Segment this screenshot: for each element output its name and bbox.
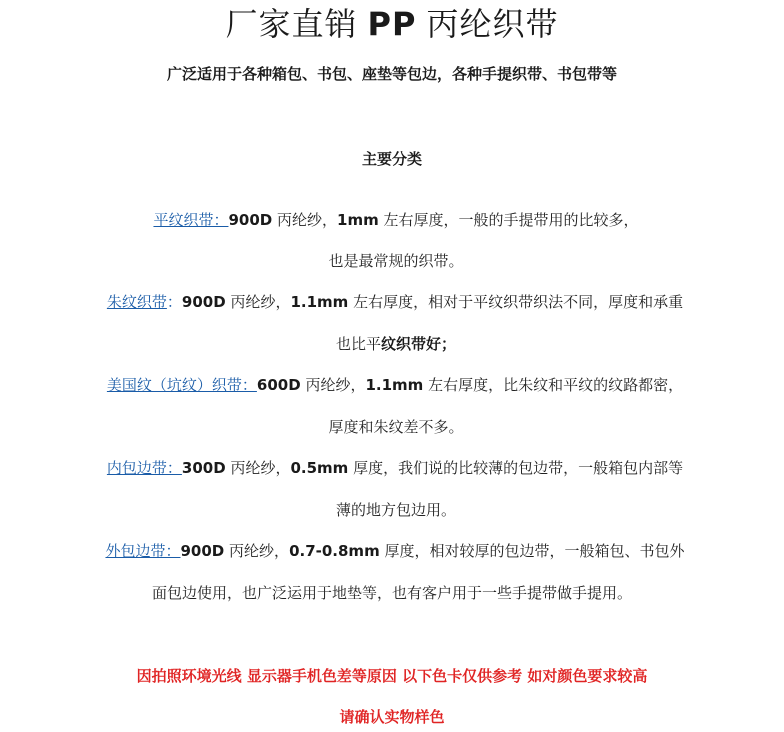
section-heading: 主要分类	[361, 150, 422, 168]
category-row-inner-line2: 薄的地方包边用。	[335, 501, 456, 519]
color-notice-line2: 请确认实物样色	[339, 708, 445, 726]
category-text-bold: 纹织带好；	[381, 335, 457, 353]
category-text: 也比平	[335, 335, 381, 353]
category-row-outer-line1	[30, 538, 760, 564]
category-label-zhu[interactable]: 朱纹织带	[106, 293, 167, 311]
category-text: 丙纶纱，	[230, 459, 291, 477]
category-row-zhu-line2	[40, 331, 752, 357]
category-colon: ：	[166, 293, 182, 311]
category-text: 丙纶纱，	[305, 376, 366, 394]
category-text: 丙纶纱，	[277, 211, 338, 229]
page-subtitle: 广泛适用于各种箱包、书包、座垫等包边，各种手提织带、书包带等	[166, 65, 617, 83]
color-notice-line1: 因拍照环境光线 显示器手机色差等原因 以下色卡仅供参考 如对颜色要求较高	[136, 667, 648, 685]
category-row-plain-line2: 也是最常规的织带。	[328, 252, 464, 270]
category-label-plain[interactable]: 平纹织带：	[153, 211, 229, 229]
title-prefix: 厂家直销	[225, 5, 358, 43]
category-text: 左右厚度，比朱纹和平纹的纹路都密，	[428, 376, 684, 394]
category-row-us-line1	[30, 372, 760, 398]
category-row-plain-line1	[40, 207, 752, 233]
category-thickness: 1.1mm	[290, 293, 349, 311]
category-text: 厚度，我们说的比较薄的包边带，一般箱包内部等	[353, 459, 684, 477]
category-spec: 900D	[180, 542, 225, 560]
category-thickness: 0.5mm	[290, 459, 349, 477]
title-suffix: 丙纶织带	[426, 5, 559, 43]
category-text: 左右厚度，相对于平纹织带织法不同，厚度和承重	[353, 293, 684, 311]
title-brand: PP	[367, 5, 417, 43]
category-label-outer[interactable]: 外包边带：	[105, 542, 181, 560]
category-spec: 300D	[181, 459, 226, 477]
category-spec: 900D	[181, 293, 226, 311]
category-row-inner-line1	[30, 455, 760, 481]
category-row-outer-line2: 面包边使用，也广泛运用于地垫等，也有客户用于一些手提带做手提用。	[151, 584, 632, 602]
category-text: 厚度，相对较厚的包边带，一般箱包、书包外	[384, 542, 685, 560]
page-title	[0, 4, 784, 44]
category-label-us[interactable]: 美国纹（坑纹）织带：	[106, 376, 257, 394]
category-text: 丙纶纱，	[230, 293, 291, 311]
category-row-us-line2: 厚度和朱纹差不多。	[328, 418, 464, 436]
category-spec: 900D	[228, 211, 273, 229]
category-text: 丙纶纱，	[229, 542, 290, 560]
category-spec: 600D	[256, 376, 301, 394]
category-row-zhu-line1	[30, 289, 760, 315]
category-thickness: 1.1mm	[365, 376, 424, 394]
category-label-inner[interactable]: 内包边带：	[106, 459, 182, 477]
category-text: 左右厚度，一般的手提带用的比较多，	[383, 211, 639, 229]
category-thickness: 1mm	[337, 211, 379, 229]
category-thickness: 0.7-0.8mm	[289, 542, 380, 560]
